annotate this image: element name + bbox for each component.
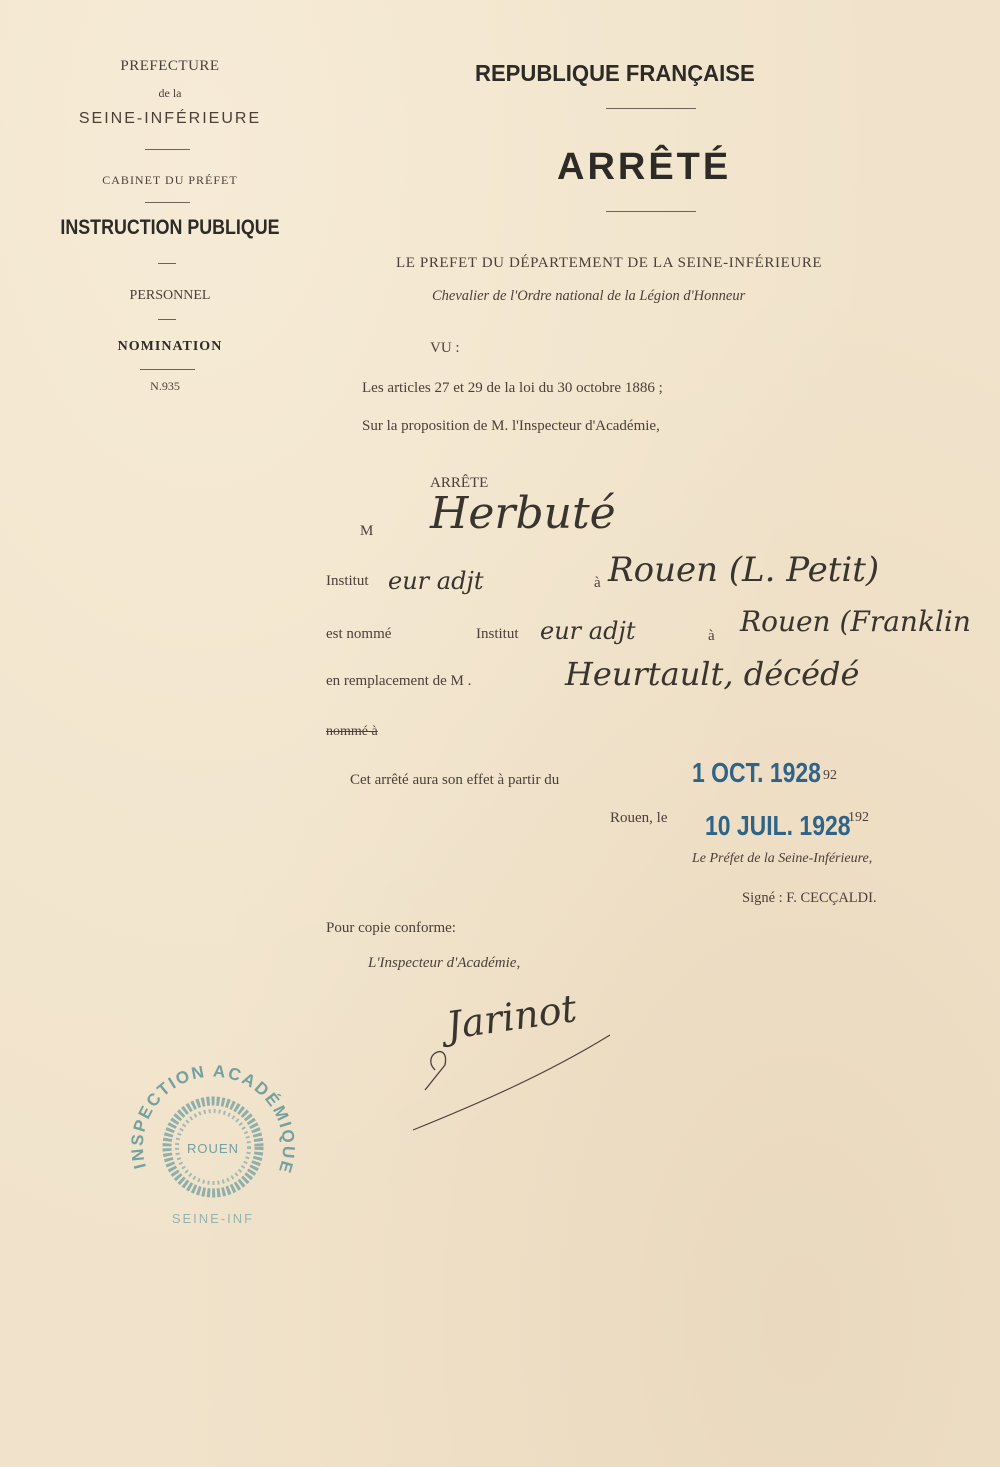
- struck-nomme-line: nommé à: [326, 724, 378, 739]
- stamp-center-text: ROUEN: [187, 1141, 239, 1156]
- reference-number: N.935: [150, 379, 180, 393]
- stamp-bottom-text: SEINE-INF: [171, 1211, 255, 1226]
- type-label: NOMINATION: [117, 339, 223, 354]
- institut2-label: Institut: [476, 626, 519, 642]
- rouen-label: Rouen, le: [610, 810, 668, 826]
- effect-label: Cet arrêté aura son effet à partir du: [350, 772, 560, 788]
- prefet-signature-title: Le Préfet de la Seine-Inférieure,: [692, 851, 873, 866]
- rouen-date-stamp: 10 JUIL. 1928: [705, 810, 851, 841]
- handwritten-remplacement-name: Heurtault, décédé: [565, 655, 860, 693]
- department-label: SEINE-INFÉRIEURE: [78, 110, 262, 127]
- divider: [158, 263, 176, 264]
- stamp-ring-text: INSPECTION ACADÉMIQUE: [127, 1061, 299, 1177]
- article-line: Les articles 27 et 29 de la loi du 30 octobre 1886 ;: [362, 380, 663, 396]
- academy-stamp: [118, 1055, 308, 1235]
- service-label: INSTRUCTION PUBLIQUE: [60, 216, 280, 239]
- signed-line: Signé : F. CECÇALDI.: [742, 890, 877, 906]
- vu-label: VU :: [430, 340, 460, 356]
- handwritten-institut2-suffix: eur adjt: [540, 617, 636, 645]
- a2-label: à: [708, 628, 715, 644]
- section-label: PERSONNEL: [129, 288, 211, 303]
- honor-line: Chevalier de l'Ordre national de la Légion d'Honneur: [432, 288, 746, 304]
- prefecture-label: PREFECTURE: [120, 58, 220, 74]
- divider: [606, 211, 696, 212]
- divider: [158, 319, 176, 320]
- nomme-label: est nommé: [326, 626, 392, 642]
- inspecteur-title: L'Inspecteur d'Académie,: [368, 955, 521, 971]
- proposition-line: Sur la proposition de M. l'Inspecteur d'Académie,: [362, 418, 660, 434]
- arrete-label: ARRÊTE: [430, 475, 489, 491]
- handwritten-institut-suffix: eur adjt: [388, 567, 484, 595]
- svg-text:INSPECTION ACADÉMIQUE: [128, 1061, 299, 1176]
- inspector-signature: Jarinot: [443, 986, 580, 1048]
- cabinet-label: CABINET DU PRÉFET: [102, 173, 238, 187]
- prefect-heading: LE PREFET DU DÉPARTEMENT DE LA SEINE-INFÉRIEURE: [396, 255, 823, 271]
- divider: [140, 369, 195, 370]
- document-title: ARRÊTÉ: [557, 146, 732, 188]
- handwritten-name: Herbuté: [430, 488, 616, 539]
- de-la-label: de la: [158, 86, 182, 100]
- divider: [606, 108, 696, 109]
- signature-flourish: [395, 1010, 625, 1140]
- a-label: à: [594, 575, 601, 591]
- handwritten-nomme-place: Rouen (Franklin: [740, 605, 971, 638]
- remplacement-label: en remplacement de M .: [326, 673, 472, 689]
- copie-line: Pour copie conforme:: [326, 920, 456, 936]
- institut-label: Institut: [326, 573, 369, 589]
- divider: [145, 149, 190, 150]
- rouen-date-suffix: 192: [848, 810, 869, 825]
- m-label: M: [360, 523, 374, 539]
- divider: [145, 202, 190, 203]
- republic-heading: REPUBLIQUE FRANÇAISE: [475, 60, 755, 86]
- effect-date-suffix: 92: [823, 768, 837, 783]
- effect-date-stamp: 1 OCT. 1928: [692, 757, 821, 788]
- handwritten-institut-place: Rouen (L. Petit): [608, 550, 880, 590]
- stamp-seal: [118, 1055, 308, 1235]
